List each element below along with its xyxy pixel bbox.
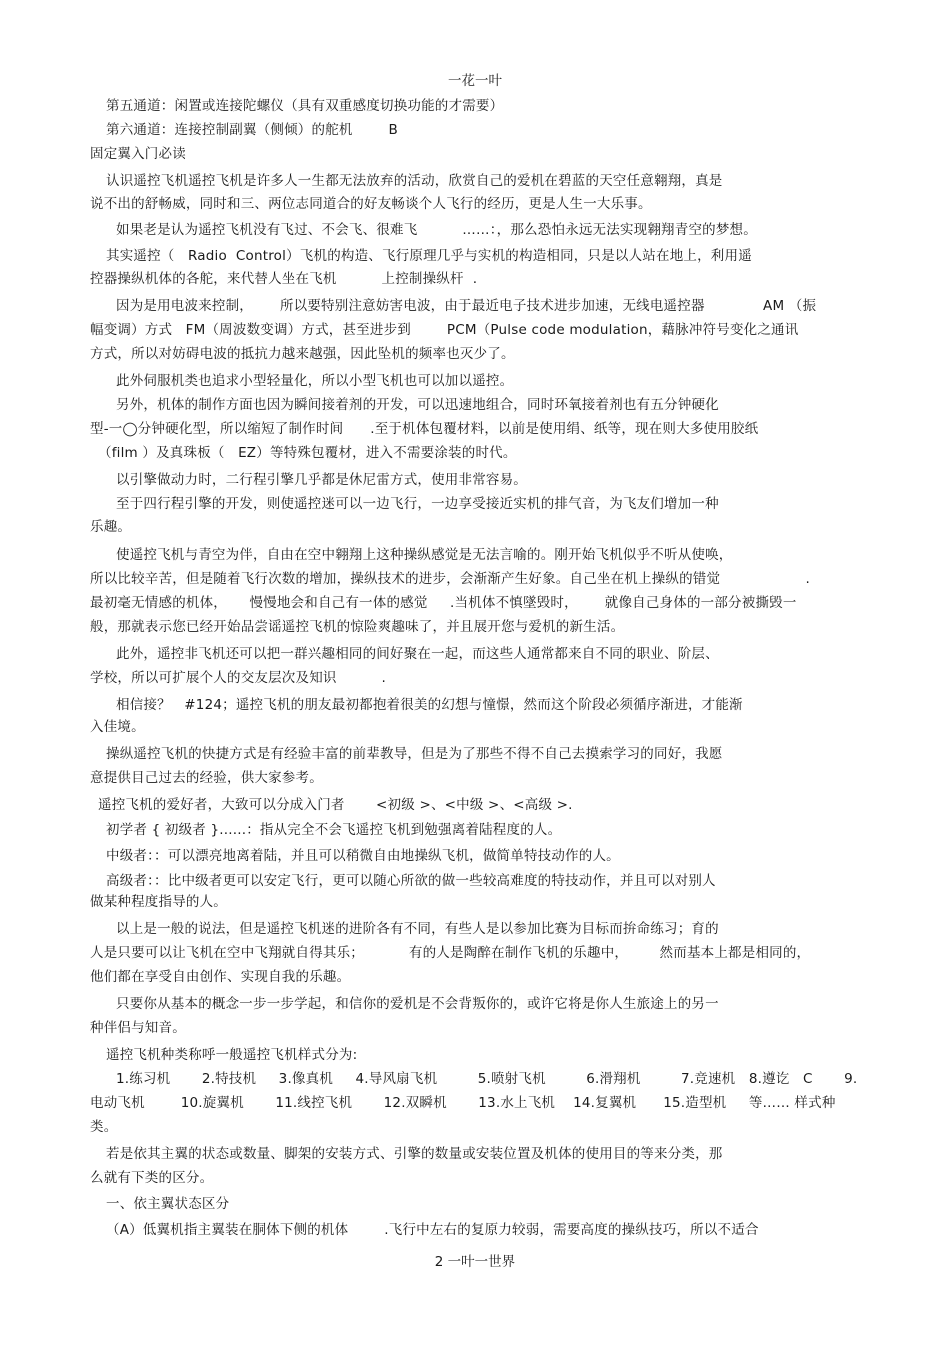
text-line: 么就有下类的区分。 [90, 1170, 214, 1186]
text-line: 此外伺服机类也追求小型轻量化，所以小型飞机也可以加以遥控。 [116, 373, 514, 389]
text-line: 初学者 { 初级者 }......：指从完全不会飞遥控飞机到勉强离着陆程度的人。 [106, 822, 562, 838]
text-line: 遥控飞机的爱好者，大致可以分成入门者 <初级 >、<中级 >、<高级 >. [98, 797, 573, 813]
text-line: 型-一◯分钟硬化型，所以缩短了制作时间 .至于机体包覆材料，以前是使用绢、纸等，现在则大多使用胶纸 [90, 421, 759, 437]
section-heading: 一、依主翼状态区分 [106, 1196, 230, 1212]
text-line: 第六通道：连接控制副翼（侧倾）的舵机 B [106, 122, 398, 138]
text-line: 般，那就表示您已经开始品尝谣遥控飞机的惊险爽趣味了，并且展开您与爱机的新生活。 [90, 619, 625, 635]
section-title: 固定翼入门必读 [90, 146, 186, 162]
text-line: 使遥控飞机与青空为伴，自由在空中翱翔上这种操纵感觉是无法言喻的。刚开始飞机似乎不听从使唤， [116, 547, 733, 563]
page-footer: 2 一叶一世界 [434, 1254, 516, 1270]
text-line: 种伴侣与知音。 [90, 1020, 186, 1036]
text-line: 若是依其主翼的状态或数量、脚架的安装方式、引擎的数量或安装位置及机体的使用目的等来分类，那 [106, 1146, 723, 1162]
text-line: 做某种程度指导的人。 [90, 894, 227, 910]
text-line: 遥控飞机种类称呼一般遥控飞机样式分为: [106, 1047, 358, 1063]
text-line: 入佳境。 [90, 719, 145, 735]
text-line: 相信接？ #124；遥控飞机的朋友最初都抱着很美的幻想与憧憬，然而这个阶段必须循序渐进，才能渐 [116, 697, 743, 713]
text-line: 至于四行程引擎的开发，则使遥控迷可以一边飞行，一边享受接近实机的排气音，为飞友们增加一种 [116, 496, 719, 512]
text-line: 认识遥控飞机遥控飞机是许多人一生都无法放弃的活动，欣赏自己的爱机在碧蓝的天空任意翱翔，真是 [106, 173, 723, 189]
text-line: 以引擎做动力时，二行程引擎几乎都是休尼雷方式，使用非常容易。 [116, 472, 527, 488]
text-line: 如果老是认为遥控飞机没有飞过、不会飞、很难飞 ……：，那么恐怕永远无法实现翱翔青空的梦想。 [116, 222, 757, 238]
text-line: 其实遥控（ Radio Control）飞机的构造、飞行原理几乎与实机的构造相同，只是以人站在地上，利用遥 [106, 248, 752, 264]
page-header: 一花一叶 [448, 73, 502, 89]
text-line: 中级者：：可以漂亮地离着陆，并且可以稍微自由地操纵飞机，做简单特技动作的人。 [106, 848, 620, 864]
text-line: 说不出的舒畅威，同时和三、两位志同道合的好友畅谈个人飞行的经历，更是人生一大乐事。 [90, 196, 652, 212]
text-line: 1.练习机 2.特技机 3.像真机 4.导风扇飞机 5.喷射飞机 6.滑翔机 7.竞速机 8.遵讫 C 9. [116, 1071, 858, 1087]
text-line: 类。 [90, 1119, 118, 1135]
text-line: 以上是一般的说法，但是遥控飞机迷的进阶各有不同，有些人是以参加比赛为目标而拚命练习；育的 [116, 921, 719, 937]
text-line: 高级者：：比中级者更可以安定飞行，更可以随心所欲的做一些较高难度的特技动作，并且可以对别人 [106, 873, 716, 889]
text-line: 方式，所以对妨碍电波的抵抗力越来越强，因此坠机的频率也灭少了。 [90, 346, 515, 362]
text-line: （A）低翼机指主翼装在胴体下侧的机体 .飞行中左右的复原力较弱，需要高度的操纵技巧，所以不适合 [106, 1222, 759, 1238]
text-line: 幅变调）方式 FM（周波数变调）方式，甚至进步到 PCM（Pulse code modulation，藉脉冲符号变化之通讯 [90, 322, 799, 338]
text-line: 电动飞机 10.旋翼机 11.线控飞机 12.双瞬机 13.水上飞机 14.复翼机 15.造型机 等…… 样式种 [90, 1095, 836, 1111]
text-line: 因为是用电波来控制， 所以要特别注意妨害电波，由于最近电子技术进步加速，无线电遥控器 AM （振 [116, 298, 817, 314]
text-line: 控器操纵机体的各舵，来代替人坐在飞机 上控制操纵杆 . [90, 271, 478, 287]
text-line: 只要你从基本的概念一步一步学起，和信你的爱机是不会背叛你的，或许它将是你人生旅途上的另一 [116, 996, 719, 1012]
text-line: 他们都在享受自由创作、实现自我的乐趣。 [90, 969, 351, 985]
text-line: 意提供目己过去的经验，供大家参考。 [90, 770, 323, 786]
text-line: 操纵遥控飞机的快捷方式是有经验丰富的前辈教导，但是为了那些不得不自己去摸索学习的同好，我愿 [106, 746, 723, 762]
text-line: 最初毫无情感的机体， 慢慢地会和自己有一体的感觉 .当机体不慎墜毁时， 就像自己身体的一部分被撕毁一 [90, 595, 797, 611]
text-line: （film ）及真珠板（ EZ）等特殊包覆材，进入不需要涂装的时代。 [98, 445, 517, 461]
text-line: 第五通道：闲置或连接陀螺仪（具有双重感度切换功能的才需要） [106, 98, 504, 114]
text-line: 学校，所以可扩展个人的交友层次及知识 . [90, 670, 387, 686]
text-line: 乐趣。 [90, 519, 132, 535]
text-line: 所以比较辛苦，但是随着飞行次数的增加，操纵技术的进步，会渐渐产生好象。自己坐在机上操纵的错觉 . [90, 571, 811, 587]
text-line: 人是只要可以让飞机在空中飞翔就自得其乐； 有的人是陶醉在制作飞机的乐趣中， 然而基本上都是相同的， [90, 945, 811, 961]
text-line: 另外，机体的制作方面也因为瞬间接着剂的开发，可以迅速地组合，同时环氧接着剂也有五分钟硬化 [116, 397, 719, 413]
text-line: 此外，遥控非飞机还可以把一群兴趣相同的间好聚在一起，而这些人通常都来自不同的职业、阶层、 [116, 646, 719, 662]
